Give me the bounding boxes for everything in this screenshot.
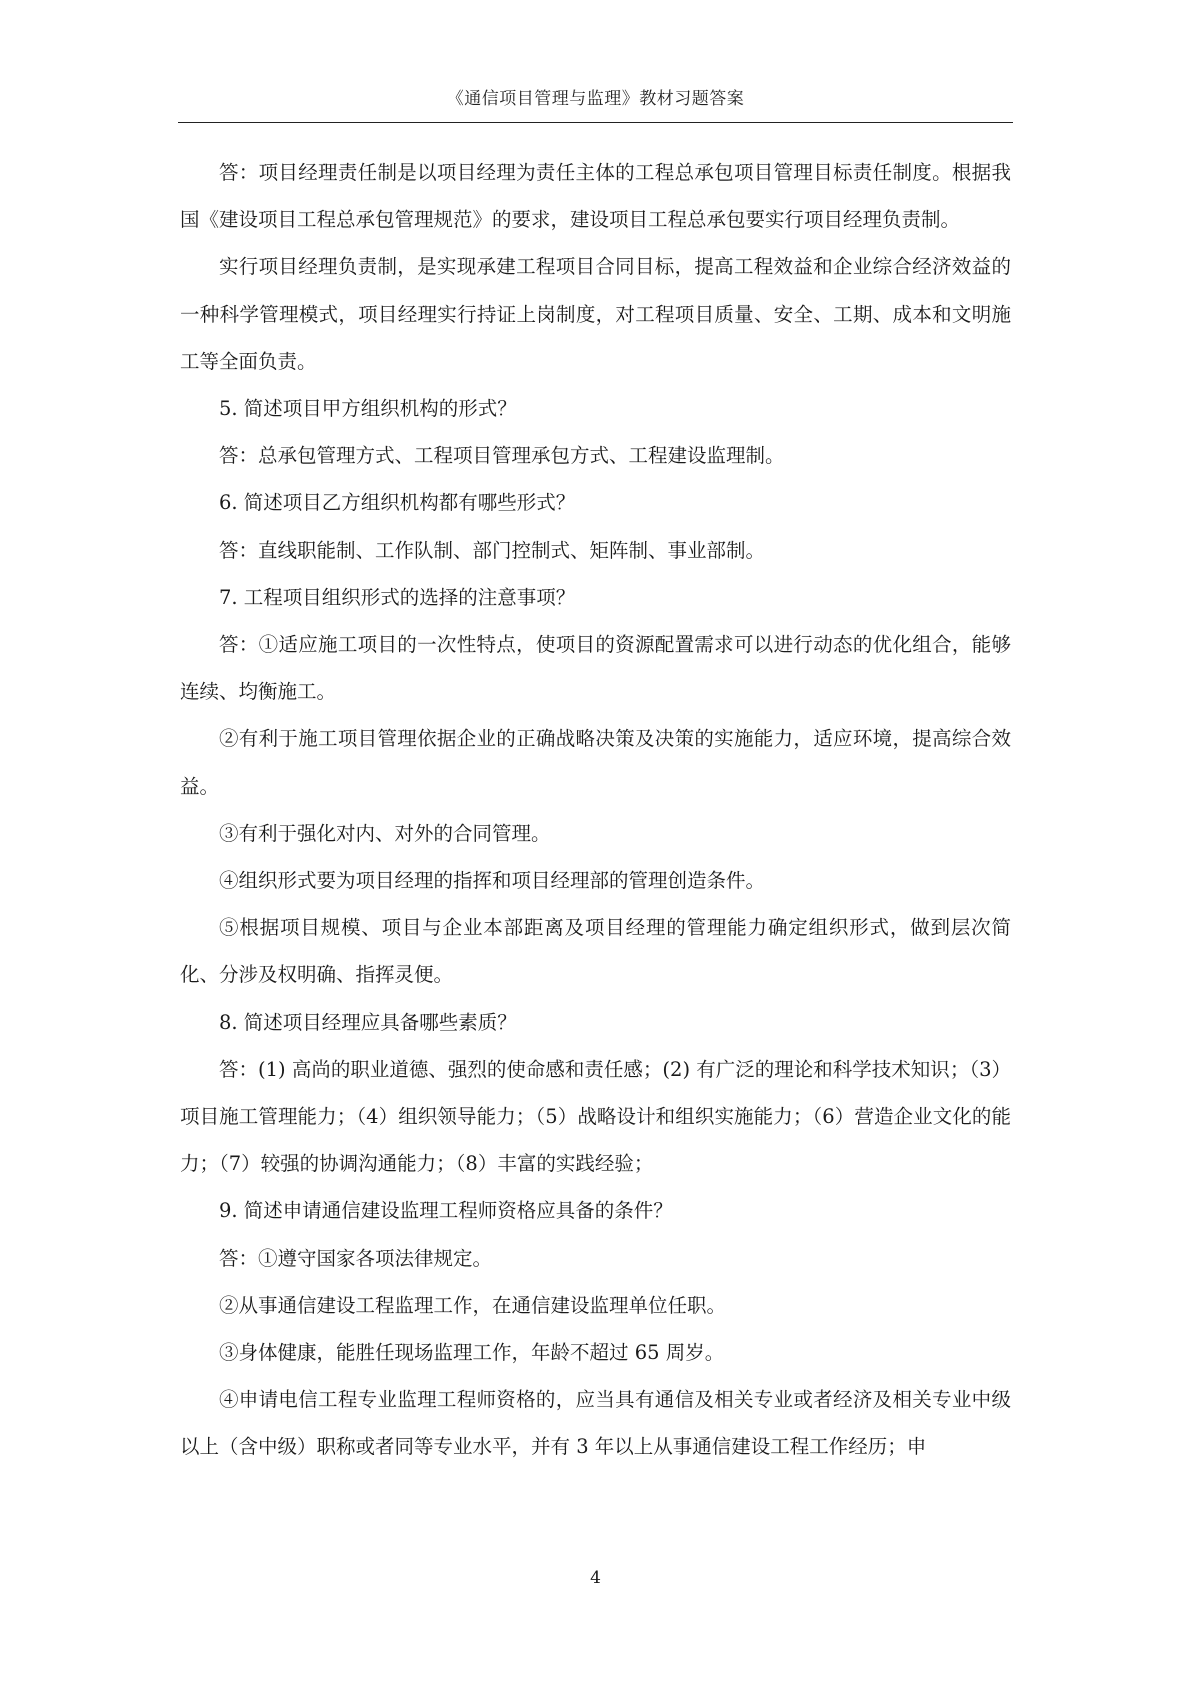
- question-5: 5. 简述项目甲方组织机构的形式？: [219, 397, 517, 421]
- question-8: 8. 简述项目经理应具备哪些素质？: [219, 1010, 517, 1034]
- answer-7-item-2: ②有利于施工项目管理依据企业的正确战略决策及决策的实施能力，适应环境，提高综合效益。: [180, 727, 1011, 798]
- header-divider: [178, 122, 1013, 123]
- answer-6: 答：直线职能制、工作队制、部门控制式、矩阵制、事业部制。: [219, 538, 766, 562]
- answer-paragraph: 答：项目经理责任制是以项目经理为责任主体的工程总承包项目管理目标责任制度。根据我国《建设项目工程总承包管理规范》的要求，建设项目工程总承包要实行项目经理负责制。: [180, 161, 1011, 232]
- question-7: 7. 工程项目组织形式的选择的注意事项？: [219, 585, 576, 609]
- answer-9-item-4: ④申请电信工程专业监理工程师资格的，应当具有通信及相关专业或者经济及相关专业中级以上（含中级）职称或者同等专业水平，并有 3 年以上从事通信建设工程工作经历；申: [180, 1388, 1011, 1459]
- document-body: [180, 149, 1011, 1471]
- answer-7-item-1: 答：①适应施工项目的一次性特点，使项目的资源配置需求可以进行动态的优化组合，能够连续、均衡施工。: [180, 633, 1011, 704]
- answer-5: 答：总承包管理方式、工程项目管理承包方式、工程建设监理制。: [219, 444, 785, 468]
- page-number: 4: [590, 1568, 601, 1588]
- answer-paragraph: 实行项目经理负责制，是实现承建工程项目合同目标，提高工程效益和企业综合经济效益的一种科学管理模式，项目经理实行持证上岗制度，对工程项目质量、安全、工期、成本和文明施工等全面负责。: [180, 255, 1011, 373]
- answer-7-item-4: ④组织形式要为项目经理的指挥和项目经理部的管理创造条件。: [219, 869, 766, 893]
- answer-9-item-1: 答：①遵守国家各项法律规定。: [219, 1246, 493, 1270]
- question-9: 9. 简述申请通信建设监理工程师资格应具备的条件？: [219, 1199, 673, 1223]
- question-6: 6. 简述项目乙方组织机构都有哪些形式？: [219, 491, 576, 515]
- answer-9-item-2: ②从事通信建设工程监理工作，在通信建设监理单位任职。: [219, 1293, 727, 1317]
- answer-9-item-3: ③身体健康，能胜任现场监理工作，年龄不超过 65 周岁。: [219, 1341, 725, 1365]
- page-header-title: 《通信项目管理与监理》教材习题答案: [446, 89, 745, 109]
- answer-7-item-5: ⑤根据项目规模、项目与企业本部距离及项目经理的管理能力确定组织形式，做到层次简化、分涉及权明确、指挥灵便。: [180, 916, 1011, 987]
- answer-8: 答：(1) 高尚的职业道德、强烈的使命感和责任感；(2) 有广泛的理论和科学技术知识；（3）项目施工管理能力；（4）组织领导能力；（5）战略设计和组织实施能力；（6）营造企业文化的能力；（7）较强的协调沟通能力；（8）丰富的实践经验；: [180, 1057, 1011, 1176]
- answer-7-item-3: ③有利于强化对内、对外的合同管理。: [219, 821, 551, 845]
